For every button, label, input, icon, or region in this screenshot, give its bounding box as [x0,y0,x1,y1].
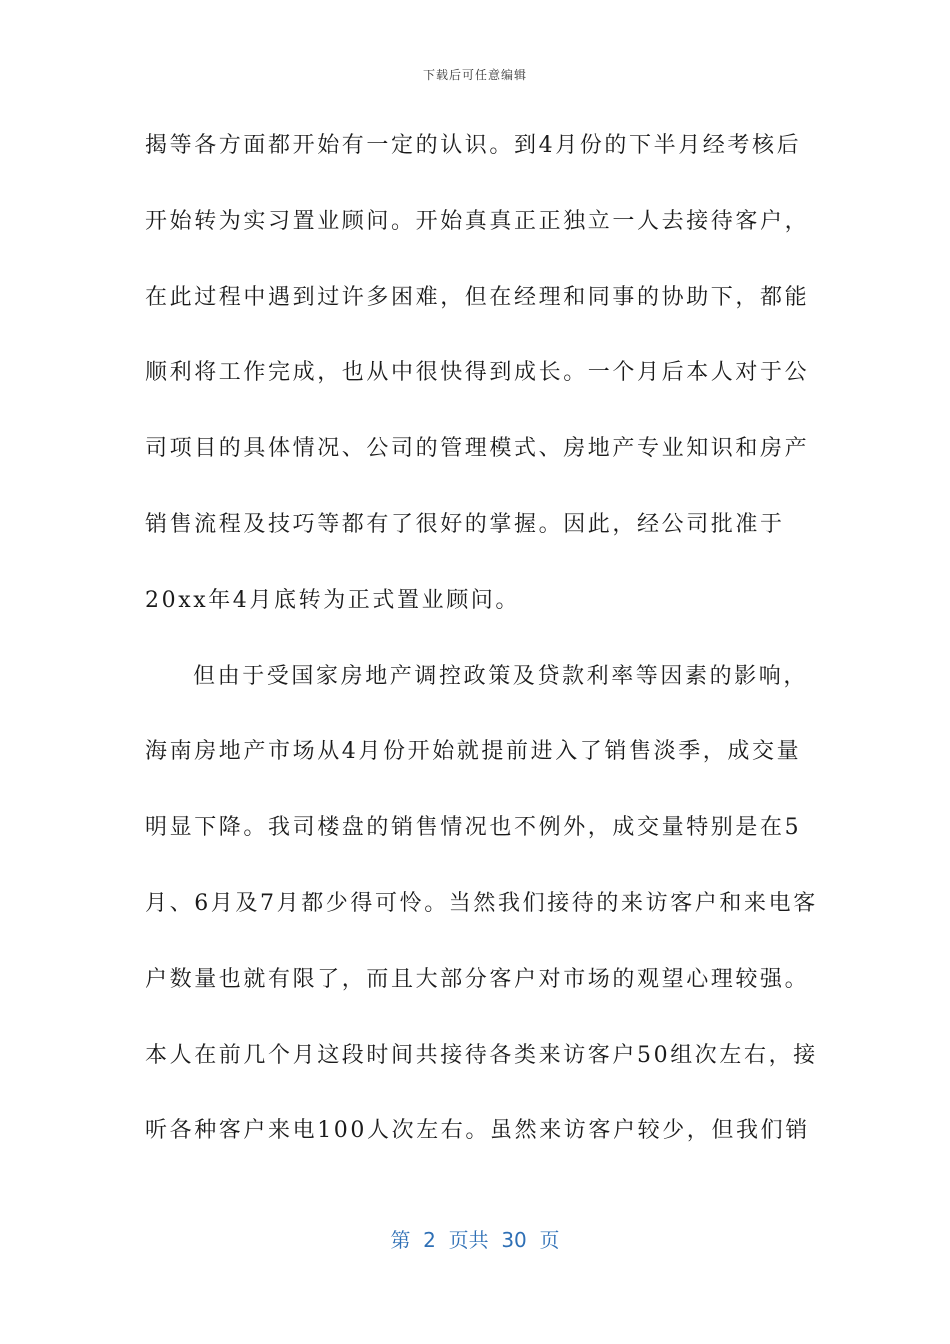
text-line-11: 月、6月及7月都少得可怜。当然我们接待的来访客户和来电客 [145,890,818,916]
text-line-7: 20xx年4月底转为正式置业顾问。 [145,587,521,613]
text-line-8-paragraph-start: 但由于受国家房地产调控政策及贷款利率等因素的影响， [193,663,809,689]
text-line-9: 海南房地产市场从4月份开始就提前进入了销售淡季，成交量 [145,739,802,765]
text-line-6: 销售流程及技巧等都有了很好的掌握。因此，经公司批准于 [145,511,785,537]
text-line-13: 本人在前几个月这段时间共接待各类来访客户50组次左右，接 [145,1042,818,1068]
text-line-14: 听各种客户来电100人次左右。虽然来访客户较少，但我们销 [145,1118,810,1144]
header-note: 下载后可任意编辑 [422,68,527,82]
text-line-3: 在此过程中遇到过许多困难，但在经理和同事的协助下，都能 [145,284,810,310]
text-line-12: 户数量也就有限了，而且大部分客户对市场的观望心理较强。 [145,966,810,992]
text-line-10: 明显下降。我司楼盘的销售情况也不例外，成交量特别是在5 [145,815,802,841]
document-body [145,118,818,1179]
text-line-1: 揭等各方面都开始有一定的认识。到4月份的下半月经考核后 [145,133,802,158]
text-line-2: 开始转为实习置业顾问。开始真真正正独立一人去接待客户， [145,208,810,234]
text-line-4: 顺利将工作完成，也从中很快得到成长。一个月后本人对于公 [145,360,810,386]
text-line-5: 司项目的具体情况、公司的管理模式、房地产专业知识和房产 [145,436,810,462]
page-number-footer: 第 2 页共 30 页 [390,1228,560,1252]
